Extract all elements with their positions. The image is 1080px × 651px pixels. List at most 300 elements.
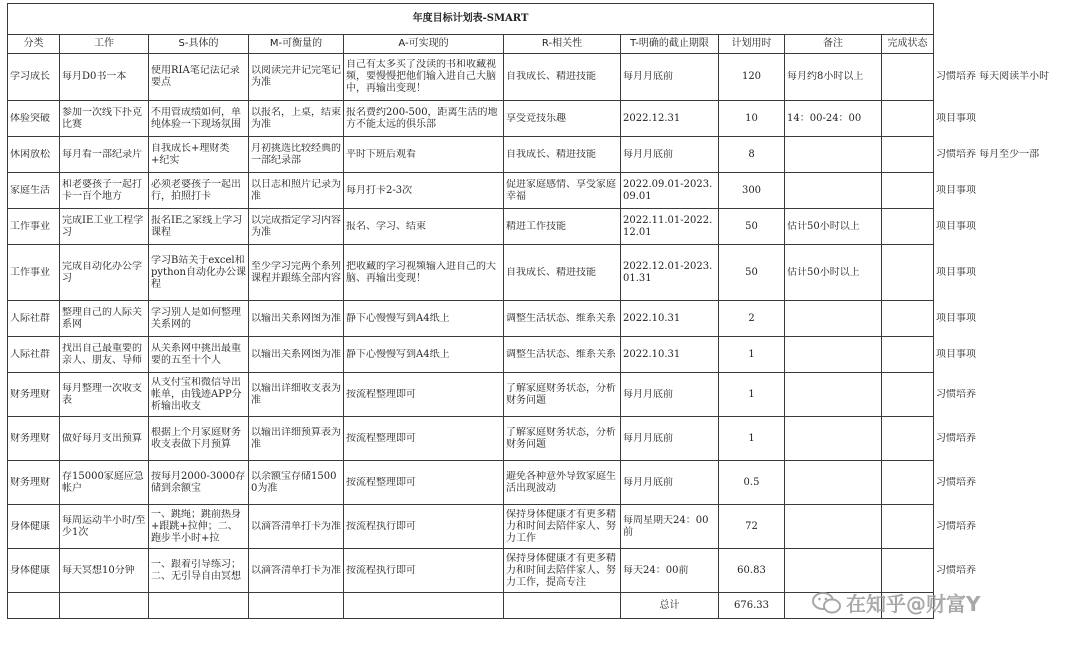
cell-s: [149, 505, 249, 549]
cell-note: [785, 245, 882, 301]
cell-hours: [719, 54, 785, 101]
cell-text: 学习别人是如何整理关系网的: [151, 306, 241, 330]
cell-text: 2: [748, 312, 755, 324]
cell-text: 调整生活状态、维系关系: [506, 348, 616, 360]
table-row: [8, 337, 1074, 373]
cell-a: [344, 373, 504, 417]
cell-text: 以输出关系网图为准: [251, 312, 341, 324]
cell-text: 0.5: [743, 476, 760, 488]
cell-hours: [719, 461, 785, 505]
cell-s: [149, 301, 249, 337]
cell-category: [8, 209, 60, 245]
cell-s: [149, 549, 249, 593]
cell-text: 和老婆孩子一起打卡一百个地方: [62, 178, 142, 202]
cell-text: 自我成长、精进技能: [506, 71, 596, 82]
cell-work: [60, 209, 149, 245]
cell-m: [249, 301, 344, 337]
cell-m: [249, 173, 344, 209]
cell-s: [149, 101, 249, 137]
cell-text: 财务理财: [10, 432, 50, 444]
row-remark-outside: [934, 505, 1074, 549]
cell-text: 习惯培养 每月至少一部: [936, 148, 1040, 160]
cell-t: [621, 549, 719, 593]
cell-m: [249, 505, 344, 549]
cell-text: 存15000家庭应急帐户: [62, 470, 144, 494]
cell-text: 人际社群: [10, 312, 50, 324]
cell-note: [785, 505, 882, 549]
cell-text: 2022.10.31: [623, 312, 681, 324]
cell-t: [621, 245, 719, 301]
empty-cell: [149, 593, 249, 619]
cell-text: 习惯培养: [936, 476, 976, 488]
cell-note: [785, 373, 882, 417]
cell-text: 2022.12.01-2023.01.31: [623, 260, 713, 284]
cell-text: 不用管成绩如何，单纯体验一下现场氛围: [151, 106, 241, 130]
cell-note: [785, 337, 882, 373]
cell-r: [504, 505, 621, 549]
cell-status: [882, 461, 934, 505]
cell-text: 按流程整理即可: [346, 476, 416, 488]
cell-r: [504, 417, 621, 461]
cell-text: 从关系网中挑出最重要的五至十个人: [151, 342, 241, 366]
cell-text: 财务理财: [10, 388, 50, 400]
total-label: 总计: [621, 593, 719, 619]
cell-a: [344, 505, 504, 549]
cell-a: [344, 417, 504, 461]
empty-cell: [504, 593, 621, 619]
cell-note: [785, 54, 882, 101]
cell-text: 72: [745, 520, 758, 532]
cell-text: 8: [748, 148, 755, 160]
cell-hours: [719, 373, 785, 417]
cell-text: 300: [741, 184, 762, 196]
sheet-title: 年度目标计划表-SMART: [8, 4, 934, 35]
empty-cell: [60, 593, 149, 619]
cell-status: [882, 417, 934, 461]
table-row: [8, 461, 1074, 505]
cell-text: 2022.09.01-2023.09.01: [623, 178, 713, 202]
cell-note: [785, 301, 882, 337]
header-cell: A-可实现的: [344, 35, 504, 54]
cell-note: [785, 137, 882, 173]
cell-hours: [719, 417, 785, 461]
row-remark-outside: [934, 245, 1074, 301]
cell-text: 自我成长、精进技能: [506, 266, 596, 278]
header-cell: R-相关性: [504, 35, 621, 54]
cell-text: 每天24：00前: [623, 564, 689, 576]
cell-text: 以完成指定学习内容为准: [251, 214, 341, 238]
cell-text: 完成IE工业工程学习: [62, 214, 144, 238]
header-cell: 备注: [785, 35, 882, 54]
cell-text: 每周运动半小时/至少1次: [62, 514, 146, 538]
cell-m: [249, 137, 344, 173]
cell-r: [504, 101, 621, 137]
cell-text: 根据上个月家庭财务收支表做下月预算: [151, 426, 241, 450]
cell-m: [249, 417, 344, 461]
cell-r: [504, 549, 621, 593]
cell-text: 一、跳绳；跳前热身+跟跳+拉伸；二、跑步半小时+拉: [151, 508, 241, 544]
cell-text: 以输出详细收支表为准: [251, 382, 341, 406]
cell-text: 保持身体健康才有更多精力和时间去陪伴家人、努力工作，提高专注: [506, 552, 616, 588]
cell-text: 完成自动化办公学习: [62, 260, 142, 284]
cell-text: 工作事业: [10, 266, 50, 278]
cell-category: [8, 461, 60, 505]
cell-t: [621, 373, 719, 417]
header-cell: S-具体的: [149, 35, 249, 54]
cell-s: [149, 461, 249, 505]
watermark-text: 在知乎@财富Y: [846, 592, 981, 616]
cell-text: 了解家庭财务状态，分析财务问题: [506, 426, 616, 450]
cell-m: [249, 337, 344, 373]
cell-text: 静下心慢慢写到A4纸上: [346, 312, 450, 324]
row-remark-outside: [934, 54, 1074, 101]
cell-s: [149, 54, 249, 101]
table-row: [8, 301, 1074, 337]
header-row: [8, 35, 1074, 54]
cell-text: 参加一次线下扑克比赛: [62, 106, 142, 130]
cell-text: 每月打卡2-3次: [346, 184, 413, 196]
cell-status: [882, 373, 934, 417]
cell-text: 项目事项: [936, 266, 976, 278]
cell-text: 整理自己的人际关系网: [62, 306, 142, 330]
cell-category: [8, 505, 60, 549]
cell-text: 促进家庭感情、享受家庭幸福: [506, 178, 616, 202]
cell-text: 以报名，上桌，结束为准: [251, 106, 341, 130]
cell-text: 平时下班后观看: [346, 148, 416, 160]
cell-text: 项目事项: [936, 348, 976, 360]
cell-hours: [719, 209, 785, 245]
table-row: [8, 549, 1074, 593]
cell-a: [344, 337, 504, 373]
row-remark-outside: [934, 301, 1074, 337]
cell-r: [504, 245, 621, 301]
cell-text: 按每月2000-3000存储到余额宝: [151, 470, 246, 494]
row-remark-outside: [934, 373, 1074, 417]
cell-work: [60, 101, 149, 137]
cell-a: [344, 173, 504, 209]
smart-plan-sheet: [7, 3, 1074, 619]
cell-text: 按流程执行即可: [346, 520, 416, 532]
table-row: [8, 54, 1074, 101]
header-cell: 分类: [8, 35, 60, 54]
cell-status: [882, 337, 934, 373]
cell-text: 报名、学习、结束: [346, 220, 426, 232]
table-row: [8, 373, 1074, 417]
cell-work: [60, 461, 149, 505]
cell-status: [882, 54, 934, 101]
cell-category: [8, 337, 60, 373]
row-remark-outside: [934, 209, 1074, 245]
cell-text: 10: [745, 112, 758, 124]
cell-t: [621, 301, 719, 337]
cell-text: 从支付宝和微信导出帐单，由钱迹APP分析输出收支: [151, 376, 242, 412]
cell-hours: [719, 549, 785, 593]
cell-note: [785, 101, 882, 137]
cell-m: [249, 101, 344, 137]
cell-work: [60, 549, 149, 593]
cell-hours: [719, 101, 785, 137]
cell-text: 2022.12.31: [623, 112, 681, 124]
cell-text: 自我成长、精进技能: [506, 148, 596, 160]
header-cell: 完成状态: [882, 35, 934, 54]
cell-text: 按流程整理即可: [346, 432, 416, 444]
cell-category: [8, 101, 60, 137]
cell-text: 工作事业: [10, 220, 50, 232]
empty-cell: [8, 593, 60, 619]
cell-text: 至少学习完两个系列课程并跟练全部内容: [251, 260, 341, 284]
cell-s: [149, 209, 249, 245]
cell-text: 休闲放松: [10, 148, 50, 160]
cell-r: [504, 301, 621, 337]
cell-t: [621, 137, 719, 173]
cell-text: 学习成长: [10, 71, 50, 82]
cell-s: [149, 173, 249, 209]
cell-text: 以余额宝存储15000为准: [251, 470, 337, 494]
cell-text: 50: [745, 266, 758, 278]
cell-m: [249, 461, 344, 505]
row-remark-outside: [934, 549, 1074, 593]
row-remark-outside: [934, 137, 1074, 173]
cell-a: [344, 301, 504, 337]
cell-t: [621, 173, 719, 209]
cell-r: [504, 54, 621, 101]
table-row: [8, 209, 1074, 245]
cell-text: 了解家庭财务状态，分析财务问题: [506, 382, 616, 406]
cell-category: [8, 137, 60, 173]
cell-text: 自己有太多买了没读的书和收藏视频，要慢慢把他们输入进自己大脑中，再输出变现！: [346, 59, 496, 94]
row-remark-outside: [934, 417, 1074, 461]
empty-cell: [249, 593, 344, 619]
cell-text: 报名IE之家线上学习课程: [151, 214, 243, 238]
cell-category: [8, 173, 60, 209]
cell-text: 按流程整理即可: [346, 388, 416, 400]
table-row: [8, 505, 1074, 549]
cell-status: [882, 137, 934, 173]
table-row: [8, 417, 1074, 461]
cell-text: 报名费约200-500，距离生活的地方不能太远的俱乐部: [346, 106, 498, 130]
cell-text: 14：00-24：00: [787, 112, 862, 124]
cell-text: 以阅读完并记完笔记为准: [251, 65, 341, 88]
cell-t: [621, 461, 719, 505]
cell-text: 每月月底前: [623, 71, 673, 82]
cell-t: [621, 417, 719, 461]
row-remark-outside: [934, 101, 1074, 137]
cell-text: 每月月底前: [623, 476, 673, 488]
cell-s: [149, 245, 249, 301]
cell-text: 使用RIA笔记法记录要点: [151, 65, 240, 88]
cell-text: 1: [748, 432, 755, 444]
cell-category: [8, 245, 60, 301]
cell-category: [8, 417, 60, 461]
cell-r: [504, 173, 621, 209]
cell-category: [8, 301, 60, 337]
cell-text: 避免各种意外导致家庭生活出现波动: [506, 470, 616, 494]
cell-hours: [719, 245, 785, 301]
cell-text: 每月月底前: [623, 388, 673, 400]
cell-text: 每天冥想10分钟: [62, 564, 135, 576]
cell-text: 做好每月支出预算: [62, 432, 142, 444]
cell-note: [785, 461, 882, 505]
cell-text: 习惯培养: [936, 388, 976, 400]
cell-r: [504, 337, 621, 373]
cell-text: 习惯培养: [936, 564, 976, 576]
cell-text: 2022.11.01-2022.12.01: [623, 214, 713, 238]
cell-note: [785, 417, 882, 461]
cell-text: 学习B站关于excel和python自动化办公课程: [151, 254, 246, 290]
cell-s: [149, 373, 249, 417]
cell-text: 体验突破: [10, 112, 50, 124]
cell-hours: [719, 301, 785, 337]
cell-text: 习惯培养 每天阅读半小时: [936, 71, 1050, 82]
cell-text: 估计50小时以上: [787, 220, 860, 232]
cell-text: 50: [745, 220, 758, 232]
cell-text: 1: [748, 348, 755, 360]
empty-cell: [344, 593, 504, 619]
cell-work: [60, 137, 149, 173]
row-remark-outside: [934, 337, 1074, 373]
cell-status: [882, 209, 934, 245]
cell-a: [344, 209, 504, 245]
cell-text: 60.83: [737, 564, 766, 576]
header-cell: T-明确的截止期限: [621, 35, 719, 54]
cell-a: [344, 101, 504, 137]
cell-m: [249, 373, 344, 417]
cell-r: [504, 373, 621, 417]
wechat-icon: [812, 591, 842, 615]
cell-text: 以输出详细预算表为准: [251, 426, 341, 450]
cell-a: [344, 137, 504, 173]
total-value: 676.33: [719, 593, 785, 619]
cell-text: 项目事项: [936, 312, 976, 324]
cell-text: 把收藏的学习视频输入进自己的大脑、再输出变现！: [346, 260, 496, 284]
cell-text: 每月约8小时以上: [787, 71, 864, 82]
watermark: [812, 588, 980, 617]
cell-hours: [719, 137, 785, 173]
cell-text: 家庭生活: [10, 184, 50, 196]
cell-status: [882, 173, 934, 209]
cell-text: 精进工作技能: [506, 220, 566, 232]
cell-hours: [719, 337, 785, 373]
cell-text: 每月D0书一本: [62, 71, 127, 82]
cell-status: [882, 505, 934, 549]
cell-text: 每月月底前: [623, 148, 673, 160]
cell-m: [249, 54, 344, 101]
cell-t: [621, 54, 719, 101]
cell-r: [504, 461, 621, 505]
cell-text: 每月看一部纪录片: [62, 148, 142, 160]
cell-note: [785, 209, 882, 245]
cell-note: [785, 549, 882, 593]
cell-text: 估计50小时以上: [787, 266, 860, 278]
row-remark-outside: [934, 461, 1074, 505]
header-cell: 工作: [60, 35, 149, 54]
cell-text: 120: [741, 71, 762, 82]
cell-text: 调整生活状态、维系关系: [506, 312, 616, 324]
cell-t: [621, 209, 719, 245]
cell-note: [785, 173, 882, 209]
cell-work: [60, 373, 149, 417]
cell-text: 身体健康: [10, 520, 50, 532]
cell-m: [249, 549, 344, 593]
table-row: [8, 137, 1074, 173]
table-row: [8, 173, 1074, 209]
cell-work: [60, 301, 149, 337]
cell-text: 1: [748, 388, 755, 400]
cell-a: [344, 54, 504, 101]
cell-hours: [719, 505, 785, 549]
cell-category: [8, 54, 60, 101]
cell-a: [344, 549, 504, 593]
header-cell: 计划用时: [719, 35, 785, 54]
cell-text: 项目事项: [936, 112, 976, 124]
cell-status: [882, 101, 934, 137]
cell-text: 以日志和照片记录为准: [251, 178, 341, 202]
cell-text: 财务理财: [10, 476, 50, 488]
cell-text: 找出自己最重要的亲人、朋友、导师: [62, 342, 142, 366]
cell-text: 项目事项: [936, 220, 976, 232]
cell-t: [621, 505, 719, 549]
header-cell: M-可衡量的: [249, 35, 344, 54]
cell-text: 月初挑选比较经典的一部纪录部: [251, 142, 341, 166]
cell-work: [60, 245, 149, 301]
cell-work: [60, 505, 149, 549]
cell-r: [504, 137, 621, 173]
cell-work: [60, 173, 149, 209]
cell-text: 以输出关系网图为准: [251, 348, 341, 360]
cell-text: 身体健康: [10, 564, 50, 576]
cell-text: 一、跟着引导练习；二、无引导自由冥想: [151, 558, 241, 582]
row-remark-outside: [934, 173, 1074, 209]
cell-status: [882, 245, 934, 301]
cell-s: [149, 417, 249, 461]
cell-text: 保持身体健康才有更多精力和时间去陪伴家人、努力工作: [506, 508, 616, 544]
cell-text: 每月月底前: [623, 432, 673, 444]
cell-a: [344, 245, 504, 301]
cell-text: 人际社群: [10, 348, 50, 360]
cell-s: [149, 137, 249, 173]
cell-text: 静下心慢慢写到A4纸上: [346, 348, 450, 360]
cell-t: [621, 101, 719, 137]
cell-text: 2022.10.31: [623, 348, 681, 360]
cell-work: [60, 417, 149, 461]
cell-category: [8, 373, 60, 417]
cell-text: 以滴答清单打卡为准: [251, 520, 341, 532]
cell-text: 按流程执行即可: [346, 564, 416, 576]
cell-m: [249, 209, 344, 245]
cell-text: 习惯培养: [936, 432, 976, 444]
cell-status: [882, 549, 934, 593]
cell-work: [60, 337, 149, 373]
cell-text: 每周星期天24：00前: [623, 514, 709, 538]
cell-t: [621, 337, 719, 373]
cell-text: 每月整理一次收支表: [62, 382, 142, 406]
cell-text: 项目事项: [936, 184, 976, 196]
cell-text: 必须老婆孩子一起出行，拍照打卡: [151, 178, 241, 202]
cell-hours: [719, 173, 785, 209]
cell-text: 以滴答清单打卡为准: [251, 564, 341, 576]
cell-text: 自我成长+理财类+纪实: [151, 142, 230, 166]
cell-text: 享受竞技乐趣: [506, 112, 566, 124]
cell-category: [8, 549, 60, 593]
cell-s: [149, 337, 249, 373]
cell-work: [60, 54, 149, 101]
cell-a: [344, 461, 504, 505]
cell-m: [249, 245, 344, 301]
cell-status: [882, 301, 934, 337]
cell-r: [504, 209, 621, 245]
table-row: [8, 245, 1074, 301]
cell-text: 习惯培养: [936, 520, 976, 532]
